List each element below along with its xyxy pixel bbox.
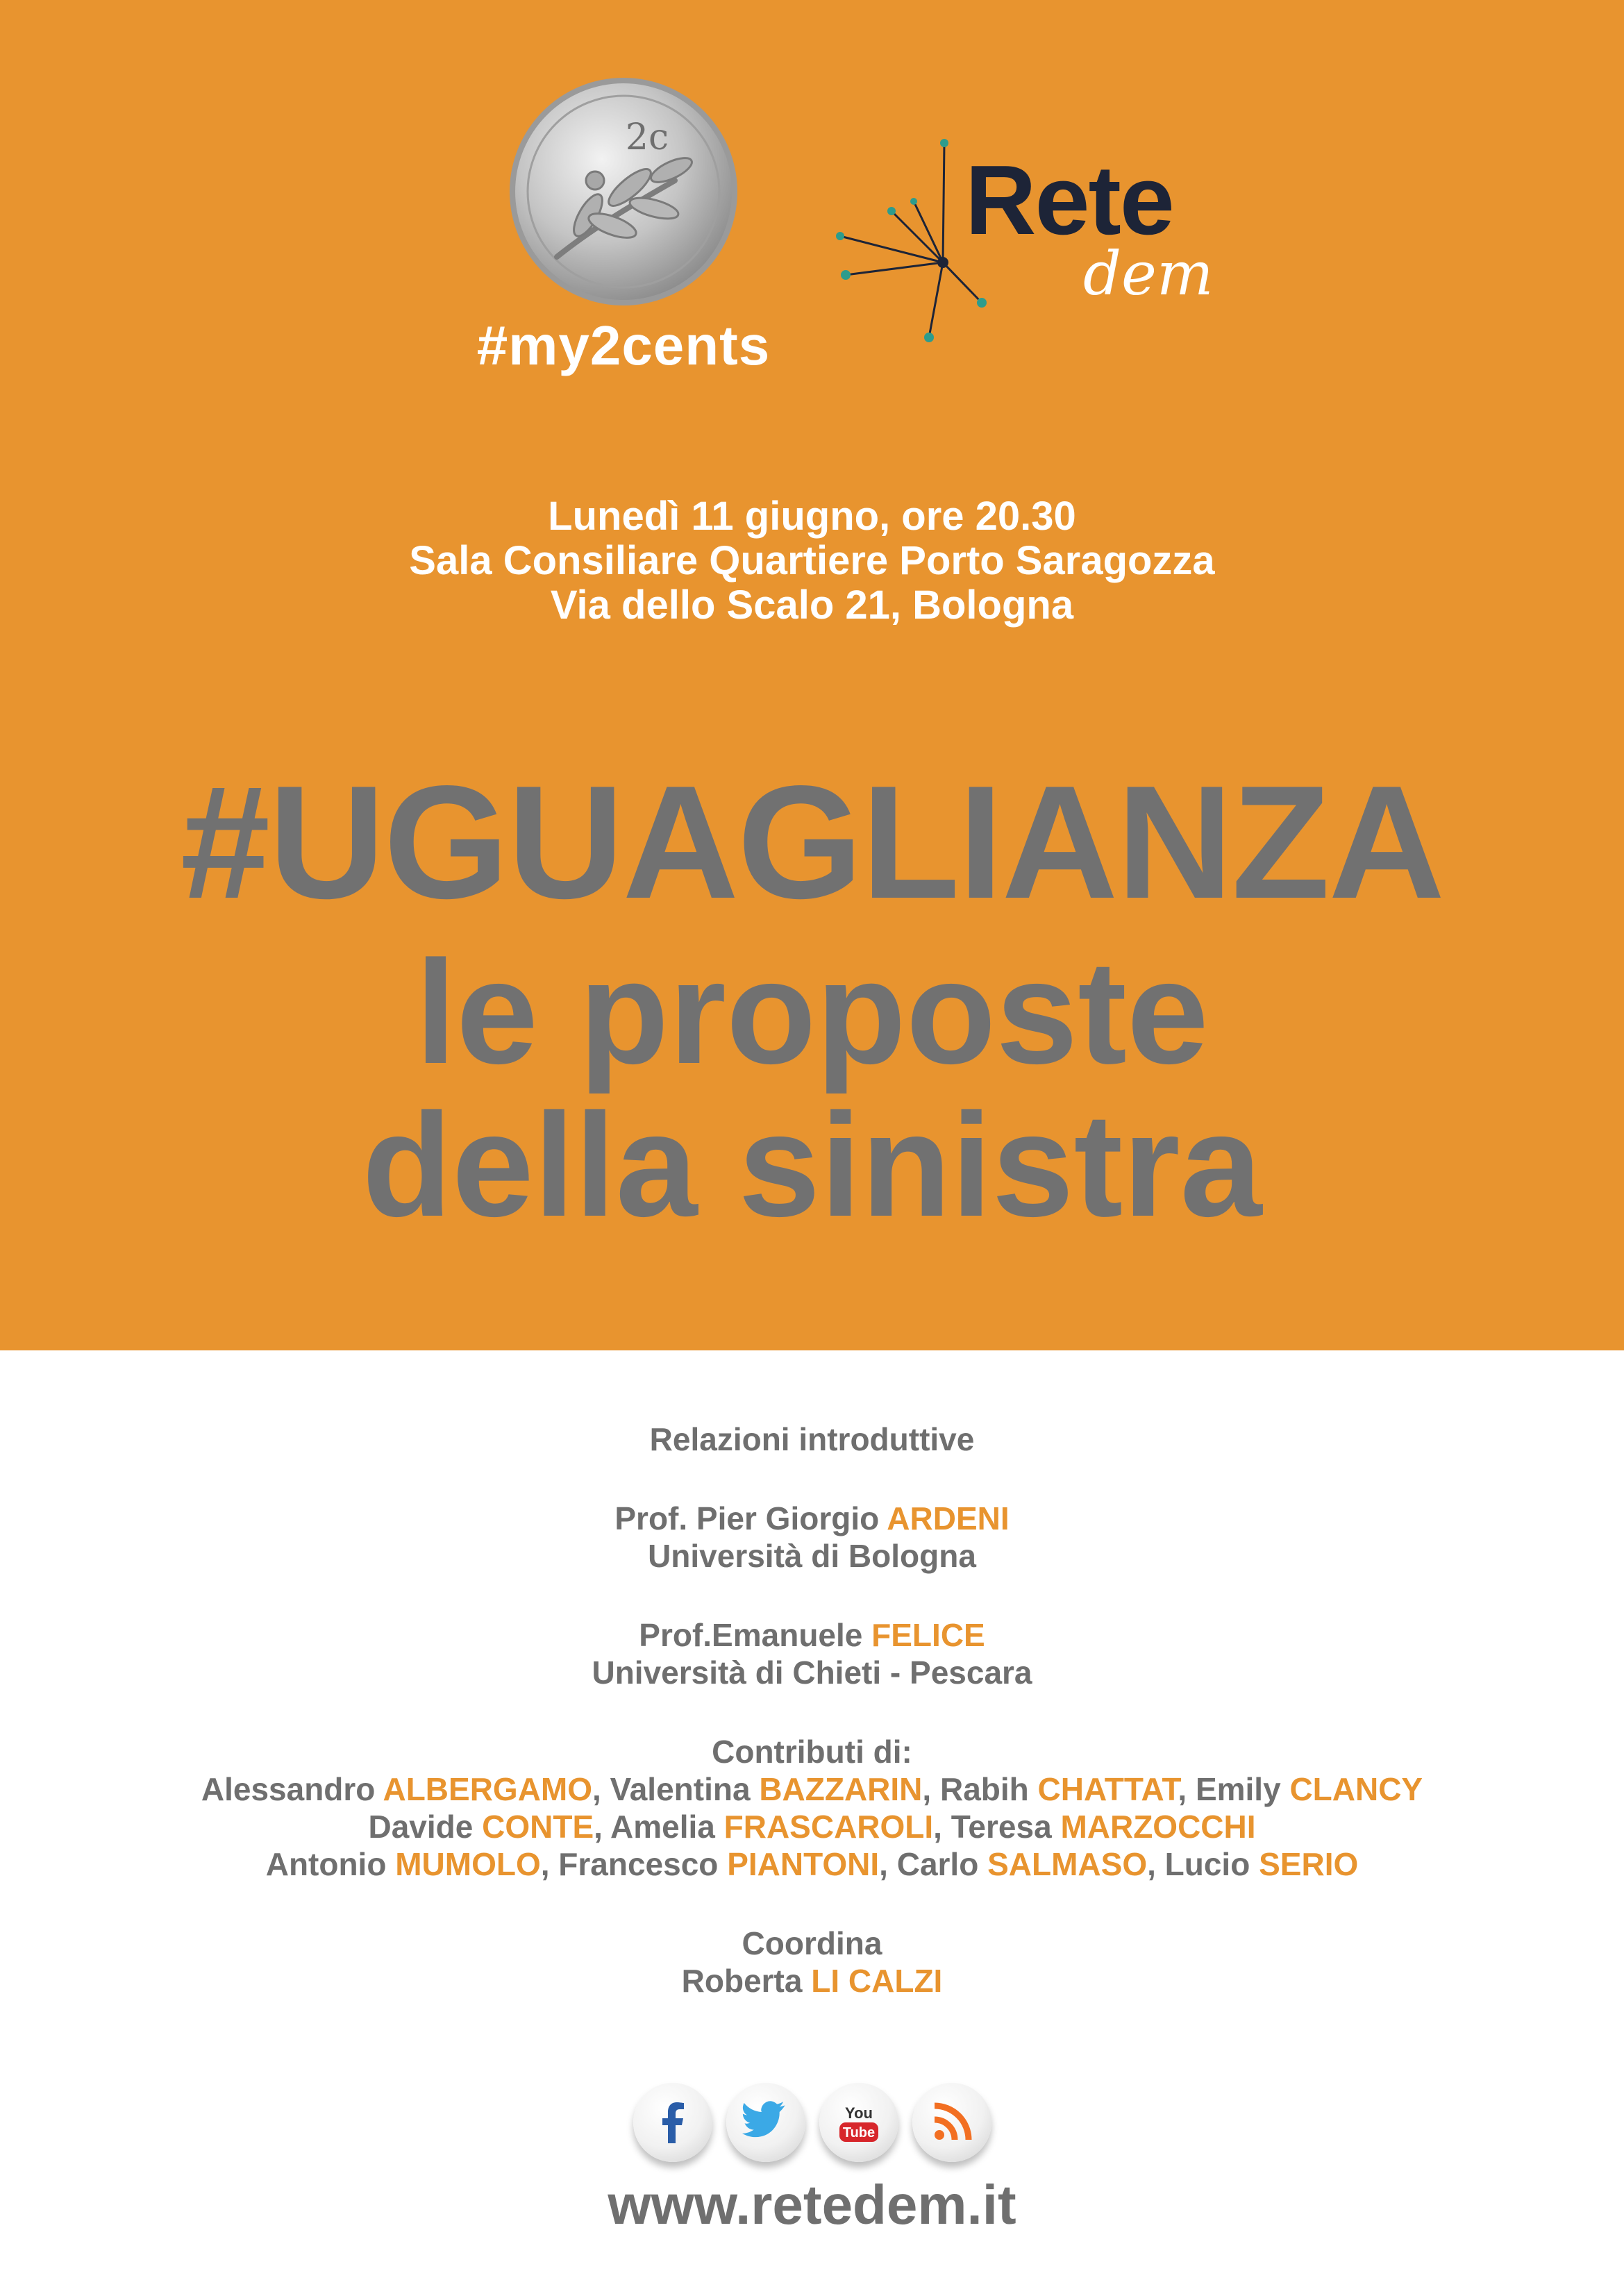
- coin-image: [508, 76, 739, 307]
- contributor-first: Rabih: [939, 1771, 1029, 1807]
- speaker-2: [0, 1616, 1624, 1654]
- contributors-line-2: Davide CONTE, Amelia FRASCAROLI, Teresa MARZOCCHI: [368, 1809, 1256, 1845]
- contributor-first: Alessandro: [201, 1771, 376, 1807]
- contributor-last: SERIO: [1259, 1846, 1359, 1882]
- contributors-line-1: Alessandro ALBERGAMO, Valentina BAZZARIN, Rabih CHATTAT, Emily CLANCY: [201, 1771, 1423, 1807]
- contributor-first: Davide: [368, 1809, 474, 1845]
- contributors-heading: Contributi di:: [712, 1734, 912, 1770]
- event-address: Via dello Scalo 21, Bologna: [550, 583, 1074, 628]
- coordinator: [0, 1962, 1624, 2000]
- facebook-icon[interactable]: [633, 2083, 712, 2162]
- title-line-3: della sinistra: [362, 1082, 1262, 1247]
- logo-wordmark-dem: dem: [1083, 240, 1214, 309]
- contributor-last: CHATTAT: [1037, 1771, 1178, 1807]
- twitter-icon[interactable]: [726, 2083, 805, 2162]
- title-line-2: le proposte: [415, 930, 1209, 1094]
- speaker-1-surname: ARDENI: [887, 1500, 1010, 1536]
- title-hashtag: #UGUAGLIANZA: [180, 753, 1444, 932]
- contributor-last: SALMASO: [987, 1846, 1148, 1882]
- contributor-first: Teresa: [951, 1809, 1052, 1845]
- website-url[interactable]: www.retedem.it: [608, 2174, 1016, 2236]
- event-date: Lunedì 11 giugno, ore 20.30: [548, 494, 1076, 539]
- speaker-1: [0, 1500, 1624, 1537]
- coordinator-heading: Coordina: [742, 1925, 882, 1961]
- speaker-2-surname: FELICE: [871, 1617, 985, 1653]
- rss-icon[interactable]: [912, 2083, 991, 2162]
- coin-denomination: 2c: [625, 117, 669, 158]
- contributor-first: Antonio: [265, 1846, 387, 1882]
- contributor-first: Carlo: [896, 1846, 979, 1882]
- contributor-last: CONTE: [482, 1809, 594, 1845]
- youtube-label-top: You: [844, 2104, 873, 2122]
- contributor-last: PIANTONI: [727, 1846, 880, 1882]
- speaker-2-prefix: Prof.Emanuele: [639, 1617, 872, 1653]
- contributor-first: Francesco: [558, 1846, 719, 1882]
- program-section: [0, 1421, 1624, 2000]
- contributor-last: BAZZARIN: [759, 1771, 923, 1807]
- hashtag-label: #my2cents: [476, 315, 771, 376]
- contributor-first: Amelia: [610, 1809, 715, 1845]
- contributor-last: FRASCAROLI: [723, 1809, 934, 1845]
- speaker-2-affiliation: Università di Chieti - Pescara: [592, 1654, 1032, 1691]
- speaker-1-prefix: Prof. Pier Giorgio: [614, 1500, 887, 1536]
- youtube-label-bottom: Tube: [842, 2125, 875, 2140]
- coordinator-first: Roberta: [681, 1963, 803, 1999]
- youtube-icon[interactable]: [819, 2083, 898, 2162]
- contributor-first: Lucio: [1164, 1846, 1250, 1882]
- contributors-line-3: Antonio MUMOLO, Francesco PIANTONI, Carlo SALMASO, Lucio SERIO: [265, 1846, 1359, 1882]
- social-links: [0, 2083, 1624, 2173]
- speaker-1-affiliation: Università di Bologna: [648, 1538, 976, 1574]
- contributor-first: Emily: [1195, 1771, 1281, 1807]
- intro-heading: Relazioni introduttive: [649, 1421, 975, 1457]
- event-venue: Sala Consiliare Quartiere Porto Saragozza: [409, 538, 1215, 583]
- contributor-last: MUMOLO: [395, 1846, 541, 1882]
- contributor-first: Valentina: [610, 1771, 751, 1807]
- contributor-last: CLANCY: [1289, 1771, 1423, 1807]
- contributor-last: ALBERGAMO: [383, 1771, 593, 1807]
- contributor-last: MARZOCCHI: [1060, 1809, 1256, 1845]
- event-info: [0, 494, 1624, 628]
- logo-wordmark-rete: Rete: [965, 145, 1173, 255]
- coordinator-last: LI CALZI: [811, 1963, 943, 1999]
